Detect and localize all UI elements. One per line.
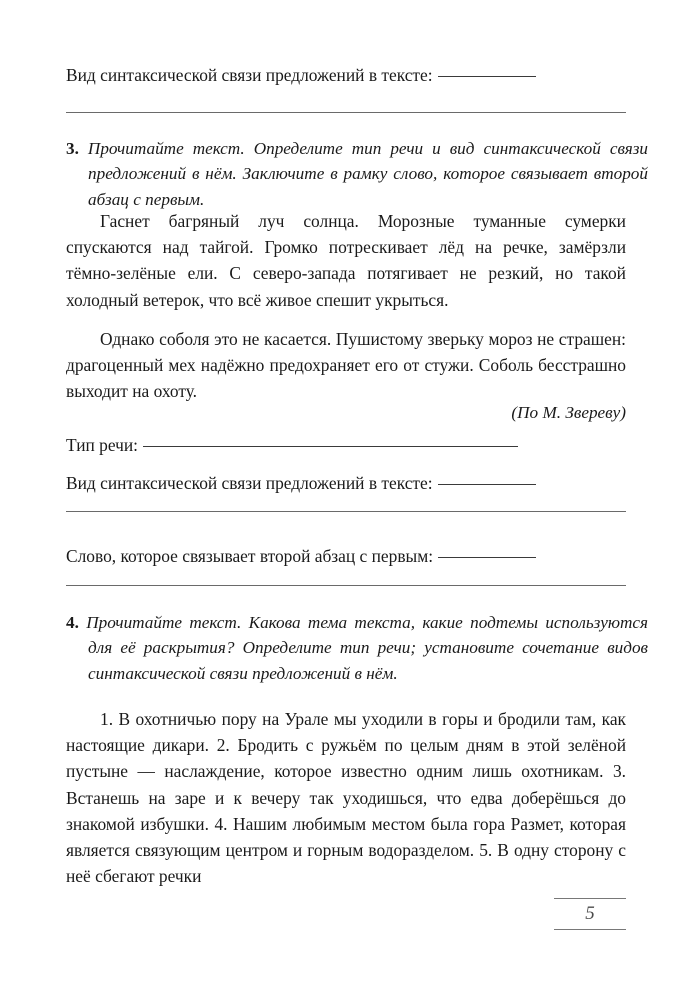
task-4-paragraph-1: 1. В охотничью пору на Урале мы уходили в горы и бродили там, как настоящие дикари. 2. Бродить с ружьём по целым дням в этой зелёной пустыне — наслаждение, которое известно одним лишь охотникам. 3. Встанешь на заре и к вечеру так уходишься, что едва доберёшься до знакомой избушки. 4. Нашим любимым местом была гора Размет, которая является связующим центром и горным водоразделом. 5. В одну сторону с неё сбегают речки bbox=[66, 709, 626, 887]
answer-fill-line[interactable] bbox=[438, 484, 536, 485]
task-3-attribution: (По М. Звереву) bbox=[511, 403, 626, 422]
answer-fill-line[interactable] bbox=[438, 557, 536, 558]
folio-rule-bottom bbox=[554, 929, 626, 930]
task-3-paragraph-2: Однако соболя это не касается. Пушистому зверьку мороз не страшен: драгоценный мех надёжно предохраняет его от стужи. Соболь бесстрашно выходит на охоту. bbox=[66, 329, 626, 402]
task-3-instruction bbox=[66, 136, 649, 212]
task-4-instruction-text: Прочитайте текст. Какова тема текста, какие подтемы используются для её раскрытия? Определите тип речи; установите сочетание видов синтаксической связи предложений в нём. bbox=[86, 613, 649, 683]
carryover-answer-label: Вид синтаксической связи предложений в тексте: bbox=[66, 65, 433, 85]
answer-fill-line[interactable] bbox=[438, 76, 536, 77]
answer-line-tip-rechi bbox=[66, 432, 518, 458]
answer-label-vid-svyazi: Вид синтаксической связи предложений в тексте: bbox=[66, 473, 433, 493]
page-number: 5 bbox=[585, 903, 595, 924]
answer-rule[interactable] bbox=[66, 112, 626, 113]
answer-rule[interactable] bbox=[66, 511, 626, 512]
answer-fill-line[interactable] bbox=[143, 446, 518, 447]
answer-line-slovo-svyaz bbox=[66, 543, 536, 569]
answer-line-vid-svyazi bbox=[66, 470, 536, 496]
task-4-instruction bbox=[66, 610, 649, 686]
page-content bbox=[66, 0, 649, 1000]
answer-rule[interactable] bbox=[66, 585, 626, 586]
carryover-answer-line bbox=[66, 62, 536, 88]
task-3-paragraph-1: Гаснет багряный луч солнца. Морозные туманные сумерки спускаются над тайгой. Громко потрескивает лёд на речке, замёрзли тёмно-зелёные ели. С северо-запада потягивает не резкий, но такой холодный ветерок, что всё живое спешит укрыться. bbox=[66, 211, 626, 310]
task-3-number: 3. bbox=[66, 139, 79, 158]
page-footer bbox=[554, 898, 626, 930]
answer-label-slovo-svyaz: Слово, которое связывает второй абзац с первым: bbox=[66, 546, 434, 566]
task-3-instruction-text: Прочитайте текст. Определите тип речи и вид синтаксической связи предложений в нём. Заключите в рамку слово, которое связывает второй абзац с первым. bbox=[87, 139, 649, 209]
task-4-number: 4. bbox=[66, 613, 79, 632]
answer-label-tip-rechi: Тип речи: bbox=[66, 435, 139, 455]
